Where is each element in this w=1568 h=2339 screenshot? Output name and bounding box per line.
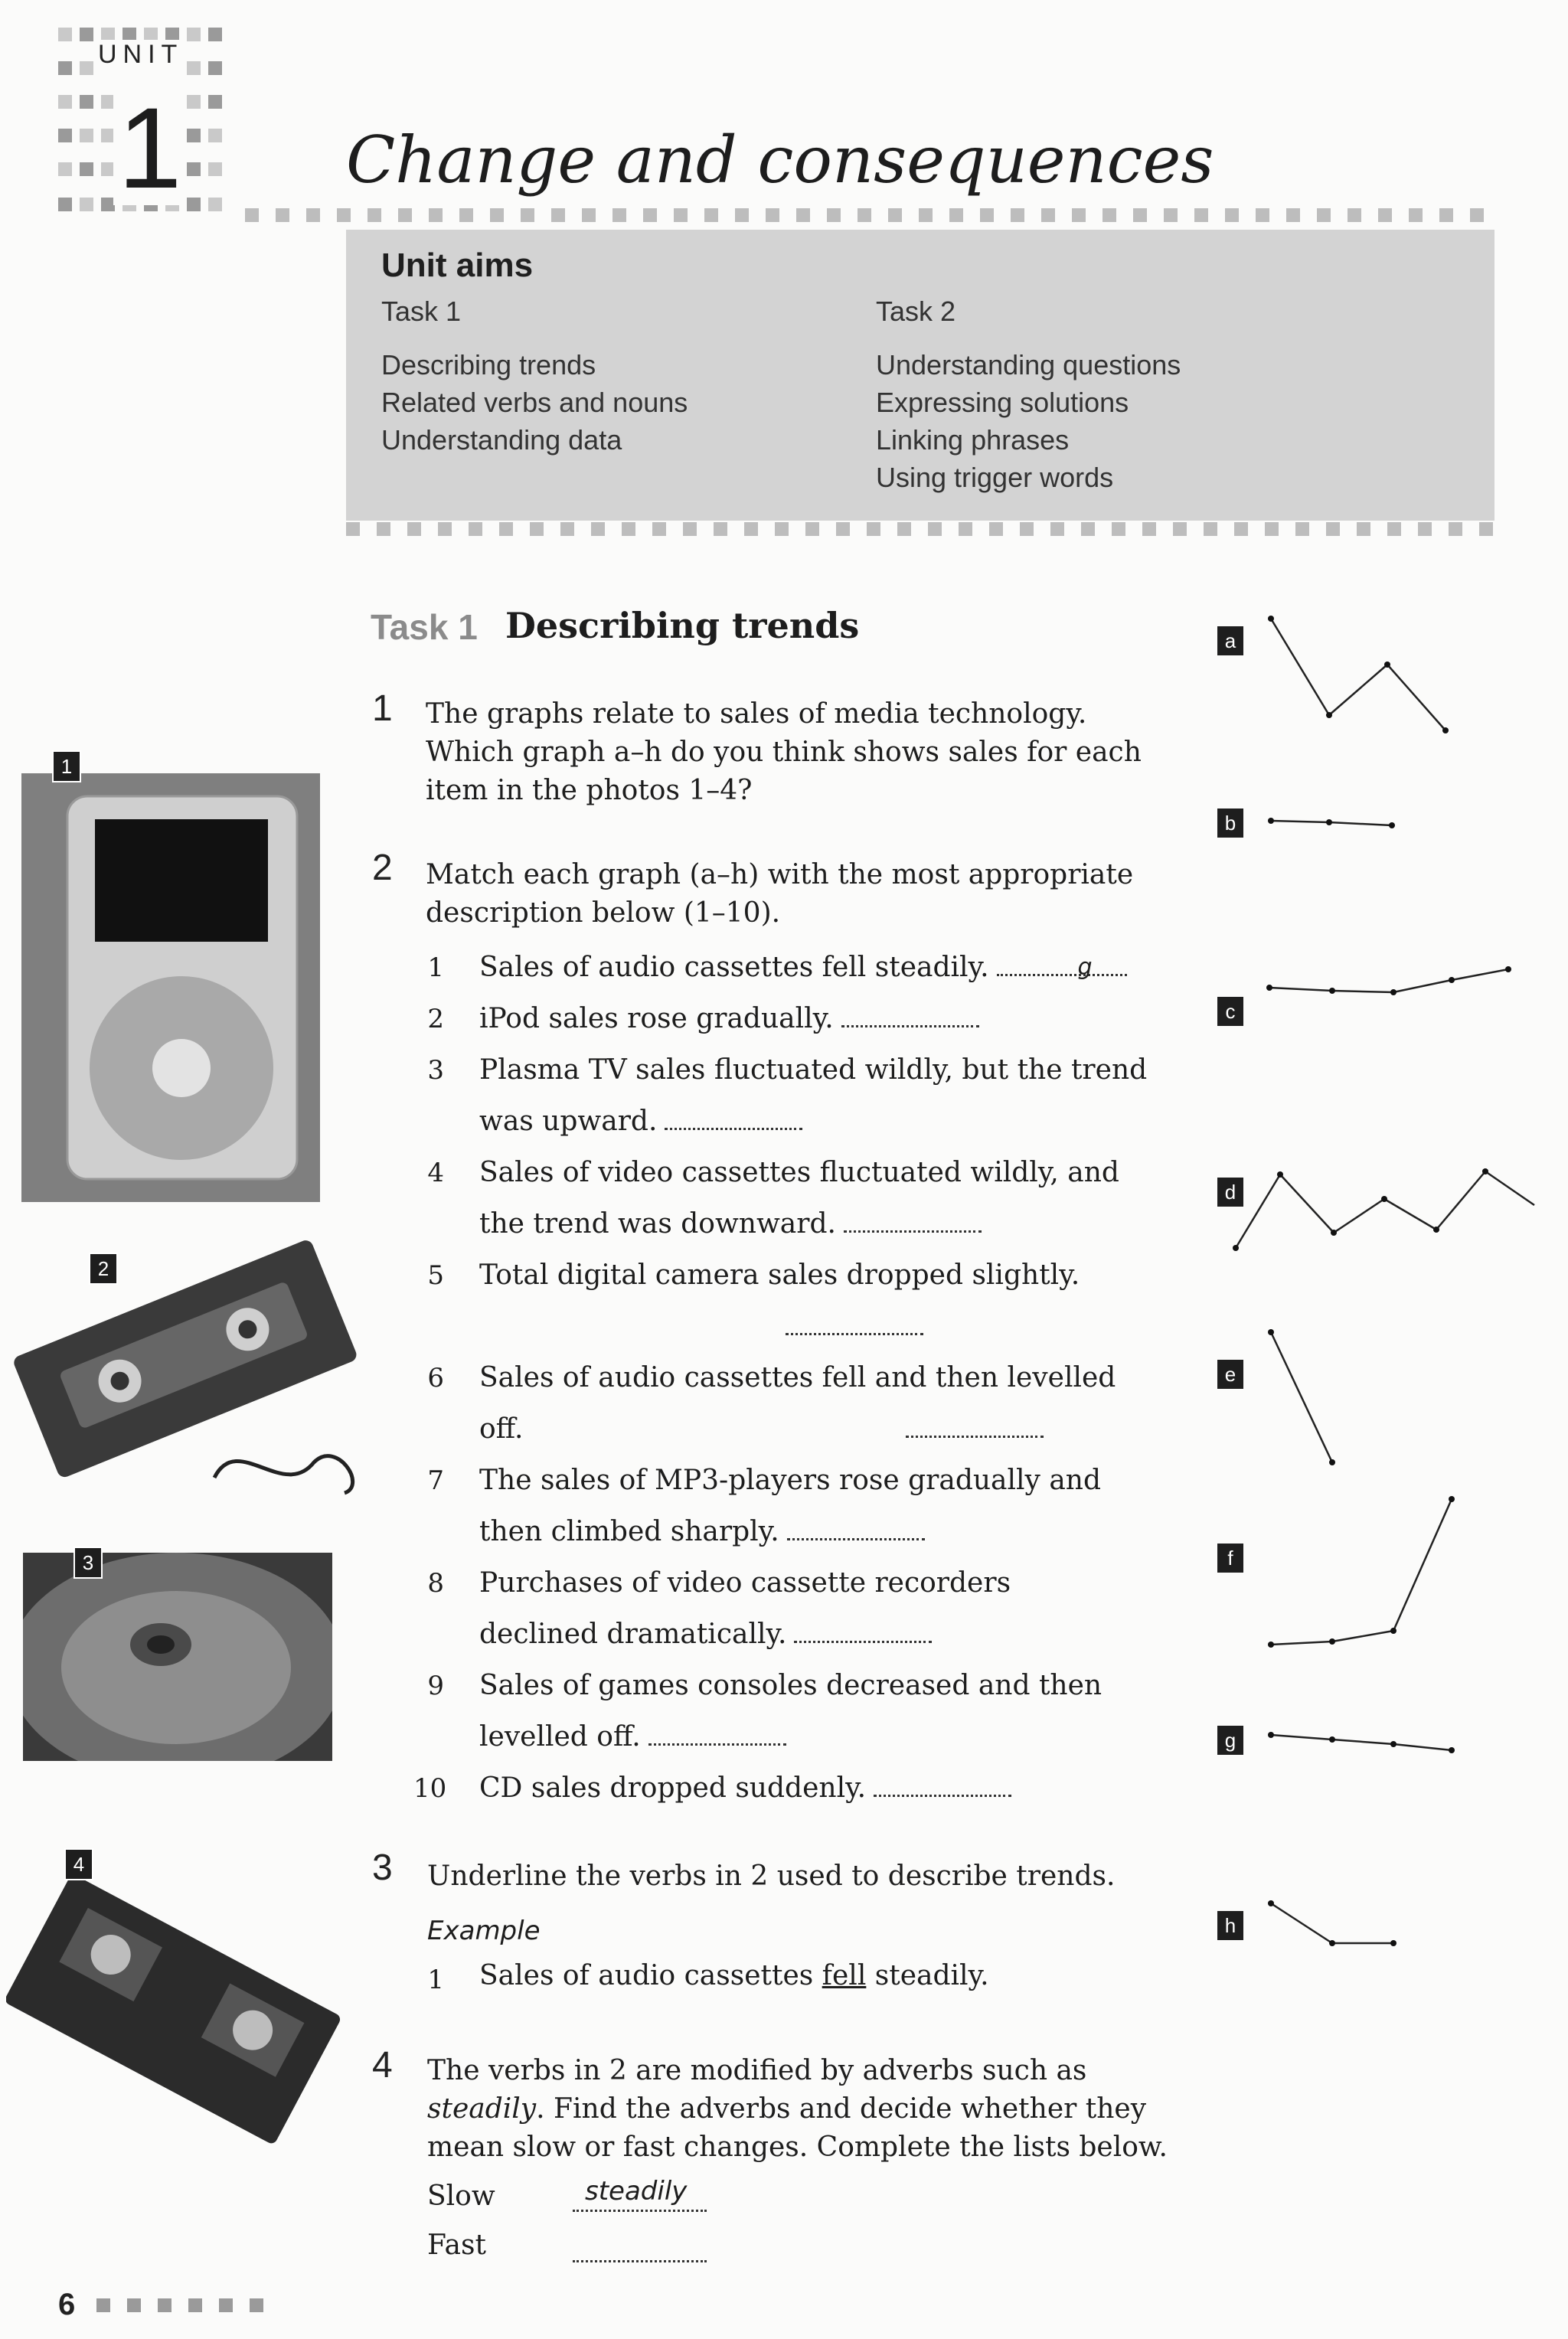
photo-2-badge: 2 <box>89 1253 118 1285</box>
item-num-1: 1 <box>427 952 444 983</box>
graph-e-point-2 <box>1329 1459 1335 1465</box>
task1-aim-3: Understanding data <box>381 424 622 456</box>
item-text-10-label: CD sales dropped suddenly. <box>479 1772 867 1804</box>
graph-h-point-2 <box>1329 1940 1335 1946</box>
graph-a-point-3 <box>1384 662 1390 668</box>
photo-videocassette <box>6 1868 343 2144</box>
graph-a <box>1256 605 1455 743</box>
item-text-4 <box>479 1147 1153 1250</box>
graph-e-label: e <box>1217 1360 1243 1389</box>
item-text-3 <box>479 1044 1153 1147</box>
q3-example <box>479 1960 989 1991</box>
answer-blank-10[interactable] <box>874 1773 1011 1797</box>
task2-aim-2: Expressing solutions <box>876 387 1129 418</box>
graph-b-seg-1 <box>1271 821 1329 822</box>
graph-d-seg-1 <box>1236 1174 1280 1248</box>
graph-d-point-1 <box>1233 1245 1239 1251</box>
graph-a-point-4 <box>1442 727 1449 733</box>
graph-d-point-2 <box>1277 1171 1283 1178</box>
slow-label: Slow <box>427 2181 495 2212</box>
graph-f-point-2 <box>1329 1638 1335 1645</box>
graph-c-point-2 <box>1329 988 1335 994</box>
task1-aim-2: Related verbs and nouns <box>381 387 688 418</box>
cassette-illustration <box>8 1240 368 1516</box>
item-text-8-label: Purchases of video cassette recorders declined dramatically. <box>479 1567 1011 1650</box>
q3-text: Underline the verbs in 2 used to describe trends. <box>427 1860 1116 1892</box>
title-underline-squares <box>245 208 1493 222</box>
graph-b-point-3 <box>1389 822 1395 828</box>
graph-d-seg-2 <box>1280 1174 1334 1233</box>
graph-c-seg-2 <box>1332 991 1393 992</box>
item-text-8 <box>479 1557 1138 1660</box>
graph-g <box>1256 1723 1470 1761</box>
item-text-1 <box>479 942 1168 993</box>
item-num-7: 7 <box>427 1465 444 1496</box>
item-text-7 <box>479 1455 1168 1557</box>
q4-text <box>427 2052 1193 2167</box>
answer-blank-6[interactable] <box>906 1414 1044 1438</box>
graph-b-point-2 <box>1326 819 1332 825</box>
page-number-squares <box>96 2298 265 2312</box>
graph-d-point-4 <box>1381 1196 1387 1202</box>
answer-1: g <box>1077 954 1093 981</box>
graph-d-seg-4 <box>1384 1199 1436 1230</box>
item-text-4-label: Sales of video cassettes fluctuated wildly, and the trend was downward. <box>479 1157 1119 1240</box>
graph-d-point-6 <box>1482 1168 1488 1174</box>
item-text-2-label: iPod sales rose gradually. <box>479 1003 834 1034</box>
photo-3-badge: 3 <box>74 1547 103 1579</box>
unit-number: 1 <box>113 90 186 205</box>
task2-aims-label: Task 2 <box>876 296 956 327</box>
ipod-illustration <box>21 773 320 1202</box>
answer-blank-4[interactable] <box>844 1209 982 1233</box>
q4-text-a: The verbs in 2 are modified by adverbs such as <box>427 2055 1096 2086</box>
graph-d-seg-5 <box>1436 1171 1485 1230</box>
graph-c-seg-4 <box>1452 969 1508 980</box>
graph-g-seg-3 <box>1393 1744 1452 1750</box>
graph-c-seg-1 <box>1269 988 1332 991</box>
graph-f-point-3 <box>1390 1628 1396 1634</box>
graph-g-seg-2 <box>1332 1740 1393 1744</box>
graph-c-point-5 <box>1505 966 1511 972</box>
unit-label: UNIT <box>95 40 186 70</box>
answer-blank-9[interactable] <box>648 1722 786 1746</box>
graph-c-point-4 <box>1449 977 1455 983</box>
q4-number: 4 <box>372 2045 393 2086</box>
item-num-5: 5 <box>427 1260 444 1291</box>
item-text-9 <box>479 1660 1107 1762</box>
graph-f-seg-1 <box>1271 1642 1332 1645</box>
item-num-10: 10 <box>413 1773 447 1804</box>
graph-f <box>1256 1485 1470 1661</box>
q3-example-verb: fell <box>822 1960 867 1991</box>
item-num-3: 3 <box>427 1055 444 1086</box>
graph-f-point-1 <box>1268 1642 1274 1648</box>
item-text-7-label: The sales of MP3-players rose gradually and then climbed sharply. <box>479 1465 1102 1547</box>
answer-blank-2[interactable] <box>841 1004 979 1027</box>
item-num-4: 4 <box>427 1158 444 1188</box>
q2-text: Match each graph (a–h) with the most appropriate description below (1–10). <box>426 859 1134 929</box>
graph-f-seg-2 <box>1332 1631 1393 1642</box>
task-title: Describing trends <box>505 605 860 646</box>
graph-b-label: b <box>1217 809 1243 838</box>
fast-label: Fast <box>427 2230 486 2261</box>
graph-d <box>1225 1156 1547 1263</box>
unit-title: Change and consequences <box>346 123 1214 198</box>
item-text-9-label: Sales of games consoles decreased and then levelled off. <box>479 1670 1102 1753</box>
graph-c-seg-3 <box>1393 980 1452 992</box>
answer-blank-1[interactable] <box>997 952 1127 981</box>
slow-answer-blank[interactable] <box>573 2176 707 2212</box>
graph-h <box>1256 1891 1424 1952</box>
graph-g-point-4 <box>1449 1747 1455 1753</box>
graph-f-point-4 <box>1449 1496 1455 1502</box>
graph-g-seg-1 <box>1271 1735 1332 1740</box>
slow-answer: steadily <box>585 2176 688 2207</box>
videocassette-illustration <box>6 1868 343 2144</box>
q2-number: 2 <box>372 848 393 888</box>
task2-aim-3: Linking phrases <box>876 424 1070 456</box>
q3-example-post: steadily. <box>866 1960 989 1991</box>
graph-a-seg-3 <box>1387 665 1446 730</box>
task-label: Task 1 <box>371 607 478 647</box>
q3-example-pre: Sales of audio cassettes <box>479 1960 822 1991</box>
graph-a-seg-2 <box>1329 665 1387 715</box>
answer-blank-3[interactable] <box>665 1106 802 1130</box>
graph-e <box>1256 1317 1348 1470</box>
answer-blank-7[interactable] <box>787 1517 925 1540</box>
graph-g-point-2 <box>1329 1736 1335 1743</box>
q3-number: 3 <box>372 1847 393 1888</box>
item-text-5 <box>479 1250 1107 1352</box>
photo-ipod <box>21 773 320 1202</box>
item-text-6 <box>479 1352 1168 1455</box>
graph-h-seg-1 <box>1271 1903 1332 1943</box>
page-number: 6 <box>58 2288 76 2321</box>
graph-a-label: a <box>1217 626 1243 655</box>
q4-text-b: . Find the adverbs and decide whether they mean slow or fast changes. Complete the lists below. <box>427 2093 1168 2163</box>
photo-4-badge: 4 <box>64 1848 93 1880</box>
graph-g-label: g <box>1217 1726 1243 1755</box>
fast-answer-blank[interactable] <box>573 2226 707 2262</box>
graph-b <box>1256 812 1455 842</box>
item-num-8: 8 <box>427 1568 444 1599</box>
graph-d-label: d <box>1217 1178 1243 1207</box>
graph-e-seg-1 <box>1271 1332 1332 1462</box>
item-text-6-label: Sales of audio cassettes fell and then levelled off. <box>479 1362 1116 1445</box>
task1-aims-label: Task 1 <box>381 296 462 327</box>
item-text-3-label: Plasma TV sales fluctuated wildly, but the trend was upward. <box>479 1054 1148 1137</box>
unit-aims-box <box>346 230 1494 521</box>
task2-aim-4: Using trigger words <box>876 462 1114 493</box>
graph-f-seg-3 <box>1393 1499 1452 1631</box>
q4-text-em: steadily <box>427 2093 537 2125</box>
answer-blank-8[interactable] <box>794 1619 932 1643</box>
cd-illustration <box>23 1553 332 1761</box>
unit-aims-heading: Unit aims <box>381 247 534 284</box>
task1-aim-1: Describing trends <box>381 349 596 381</box>
answer-blank-5[interactable] <box>786 1312 923 1335</box>
graph-c-point-3 <box>1390 989 1396 995</box>
q1-text: The graphs relate to sales of media technology. Which graph a–h do you think shows sales for each item in the photos 1–4? <box>426 698 1142 806</box>
graph-g-point-1 <box>1268 1732 1274 1738</box>
graph-c-point-1 <box>1266 985 1272 991</box>
task2-aim-1: Understanding questions <box>876 349 1181 381</box>
photo-cd <box>23 1553 332 1761</box>
graph-a-point-2 <box>1326 712 1332 718</box>
graph-d-seg-6 <box>1485 1171 1534 1205</box>
graph-a-seg-1 <box>1271 619 1329 715</box>
graph-d-point-5 <box>1433 1227 1439 1233</box>
item-text-2 <box>479 993 1168 1044</box>
graph-h-point-1 <box>1268 1900 1274 1906</box>
item-num-9: 9 <box>427 1671 444 1701</box>
q3-example-num: 1 <box>427 1965 444 1995</box>
graph-a-point-1 <box>1268 616 1274 622</box>
graph-h-label: h <box>1217 1911 1243 1940</box>
graph-b-seg-2 <box>1329 822 1392 825</box>
graph-f-label: f <box>1217 1544 1243 1573</box>
photo-1-badge: 1 <box>52 750 81 782</box>
graph-c <box>1256 957 1531 1011</box>
graph-d-point-3 <box>1331 1230 1337 1236</box>
q3-example-label: Example <box>427 1916 541 1946</box>
item-num-2: 2 <box>427 1004 444 1034</box>
graph-h-point-3 <box>1390 1940 1396 1946</box>
aims-bottom-squares <box>346 522 1494 536</box>
graph-e-point-1 <box>1268 1329 1274 1335</box>
graph-d-seg-3 <box>1334 1199 1384 1233</box>
item-num-6: 6 <box>427 1363 444 1393</box>
q1-number: 1 <box>372 688 393 729</box>
item-text-10 <box>479 1762 1168 1814</box>
graph-c-label: c <box>1217 997 1243 1026</box>
graph-b-point-1 <box>1268 818 1274 824</box>
photo-cassette <box>8 1240 368 1516</box>
item-text-5-label: Total digital camera sales dropped slightly. <box>479 1259 1080 1291</box>
item-text-1-label: Sales of audio cassettes fell steadily. <box>479 952 989 983</box>
graph-g-point-3 <box>1390 1741 1396 1747</box>
